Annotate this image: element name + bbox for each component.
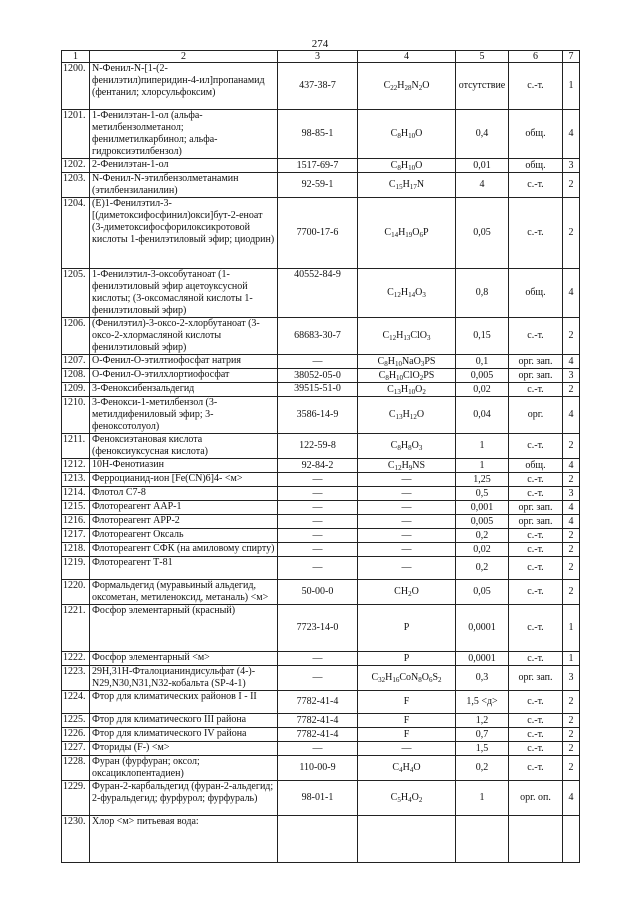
hazard-class: 4 (563, 110, 580, 159)
cas-number: — (278, 652, 358, 666)
hazard-indicator: с.-т. (509, 473, 563, 487)
hazard-class: 2 (563, 529, 580, 543)
hazard-class: 2 (563, 473, 580, 487)
table-row (62, 173, 580, 198)
table-row (62, 434, 580, 459)
chemical-formula: $C_{15}H_{17}N$ (358, 173, 456, 198)
hazard-indicator: орг. оп. (509, 781, 563, 816)
cas-number: 68683-30-7 (278, 318, 358, 355)
concentration-value: 0,2 (456, 756, 509, 781)
substance-name: Флотореагент АРР-2 (90, 515, 278, 529)
substance-name: Фториды (F-) <м> (90, 742, 278, 756)
substance-name: Ферроцианид-ион [Fe(CN)6]4- <м> (90, 473, 278, 487)
table-row (62, 473, 580, 487)
chemical-formula: $C_{32}H_{16}CoN_8O_6S_2$ (358, 666, 456, 691)
substance-name: N-Фенил-N-этилбензолметанамин (этилбензиланилин) (90, 173, 278, 198)
hazard-class: 2 (563, 434, 580, 459)
concentration-value: 0,0001 (456, 605, 509, 652)
row-number: 1209. (62, 383, 90, 397)
hazard-indicator: орг. зап. (509, 501, 563, 515)
hazard-indicator: орг. зап. (509, 355, 563, 369)
row-number: 1205. (62, 269, 90, 318)
row-number: 1215. (62, 501, 90, 515)
table-row (62, 515, 580, 529)
chemical-formula: P (358, 605, 456, 652)
concentration-value: 0,2 (456, 529, 509, 543)
hazard-indicator: орг. (509, 397, 563, 434)
hazard-class: 4 (563, 269, 580, 318)
row-number: 1216. (62, 515, 90, 529)
concentration-value: 0,001 (456, 501, 509, 515)
substance-name: 3-Фенокси-1-метилбензол (3-метилдифениловый эфир; 3-феноксотолуол) (90, 397, 278, 434)
hazard-class: 2 (563, 557, 580, 580)
cas-number: — (278, 557, 358, 580)
cas-number: 437-38-7 (278, 63, 358, 110)
substance-name: 1-Фенилэтил-3-оксобутаноат (1-фенилэтиловый эфир ацетоуксусной кислоты; (3-оксомасляной кислоты 1-фенилэтиловый эфир) (90, 269, 278, 318)
row-number: 1229. (62, 781, 90, 816)
chemical-formula: $C_4H_4O$ (358, 756, 456, 781)
table-row (62, 487, 580, 501)
table-row (62, 691, 580, 714)
chemical-formula: P (358, 652, 456, 666)
chemical-formula: F (358, 691, 456, 714)
hazard-indicator: орг. зап. (509, 666, 563, 691)
table-row (62, 816, 580, 863)
cas-number: — (278, 666, 358, 691)
table-row (62, 580, 580, 605)
hazard-class (563, 816, 580, 863)
cas-number: 92-84-2 (278, 459, 358, 473)
row-number: 1228. (62, 756, 90, 781)
cas-number: — (278, 515, 358, 529)
table-row (62, 756, 580, 781)
row-number: 1214. (62, 487, 90, 501)
substance-name: Хлор <м> питьевая вода: (90, 816, 278, 863)
table-row (62, 198, 580, 269)
hazard-indicator: общ. (509, 159, 563, 173)
chemical-formula: — (358, 487, 456, 501)
row-number: 1217. (62, 529, 90, 543)
hazard-class: 1 (563, 605, 580, 652)
cas-number: 98-85-1 (278, 110, 358, 159)
hazard-class: 4 (563, 355, 580, 369)
substance-name: Фтор для климатических районов I - II (90, 691, 278, 714)
chemical-formula: $C_{12}H_{14}O_3$ (358, 269, 456, 318)
chemical-formula: F (358, 714, 456, 728)
hazard-indicator: с.-т. (509, 529, 563, 543)
row-number: 1200. (62, 63, 90, 110)
col-header: 7 (563, 51, 580, 63)
table-row (62, 728, 580, 742)
table-row (62, 714, 580, 728)
hazard-class: 4 (563, 459, 580, 473)
hazard-indicator: общ. (509, 110, 563, 159)
hazard-class: 4 (563, 397, 580, 434)
table-row (62, 652, 580, 666)
substance-name: (E)1-Фенилэтил-3-[(диметоксифосфинил)окси]бут-2-еноат (3-диметоксифосфорилоксикротовой кислоты 1-фенилэтиловый эфир; циодрин) (90, 198, 278, 269)
substance-name: Фуран-2-карбальдегид (фуран-2-альдегид; 2-фуральдегид; фурфурол; фурфураль) (90, 781, 278, 816)
table-row (62, 459, 580, 473)
hazard-indicator: орг. зап. (509, 515, 563, 529)
chemical-formula: — (358, 473, 456, 487)
substance-name: Формальдегид (муравьиный альдегид, оксометан, метиленоксид, метаналь) <м> (90, 580, 278, 605)
substance-name: Феноксиэтановая кислота (феноксиуксусная кислота) (90, 434, 278, 459)
hazard-class: 3 (563, 666, 580, 691)
hazard-indicator: с.-т. (509, 756, 563, 781)
chemical-formula: $C_{12}H_{13}ClO_3$ (358, 318, 456, 355)
substance-name: Флотол С7-8 (90, 487, 278, 501)
cas-number: 122-59-8 (278, 434, 358, 459)
chemical-formula: — (358, 543, 456, 557)
hazard-class: 4 (563, 501, 580, 515)
concentration-value: 0,1 (456, 355, 509, 369)
table-row (62, 383, 580, 397)
hazard-indicator: с.-т. (509, 173, 563, 198)
row-number: 1213. (62, 473, 90, 487)
concentration-value: 0,8 (456, 269, 509, 318)
hazard-indicator: с.-т. (509, 605, 563, 652)
hazard-indicator: с.-т. (509, 543, 563, 557)
substance-name: Флотореагент ААР-1 (90, 501, 278, 515)
row-number: 1225. (62, 714, 90, 728)
table-row (62, 159, 580, 173)
row-number: 1219. (62, 557, 90, 580)
row-number: 1203. (62, 173, 90, 198)
hazard-indicator: с.-т. (509, 691, 563, 714)
chemical-formula: F (358, 728, 456, 742)
col-header: 6 (509, 51, 563, 63)
cas-number: — (278, 742, 358, 756)
row-number: 1227. (62, 742, 90, 756)
table-row (62, 397, 580, 434)
table-row (62, 369, 580, 383)
cas-number: 110-00-9 (278, 756, 358, 781)
chemical-formula: $C_{14}H_{19}O_6P$ (358, 198, 456, 269)
hazard-class: 2 (563, 198, 580, 269)
chemical-formula: — (358, 557, 456, 580)
concentration-value: 0,01 (456, 159, 509, 173)
hazard-class: 2 (563, 742, 580, 756)
col-header: 5 (456, 51, 509, 63)
concentration-value: 1,5 (456, 742, 509, 756)
table-row (62, 318, 580, 355)
substance-name: Флотореагент Т-81 (90, 557, 278, 580)
cas-number: — (278, 529, 358, 543)
hazard-class: 2 (563, 318, 580, 355)
hazard-class: 2 (563, 728, 580, 742)
cas-number: — (278, 487, 358, 501)
row-number: 1201. (62, 110, 90, 159)
cas-number: 7782-41-4 (278, 691, 358, 714)
hazard-class: 1 (563, 63, 580, 110)
chemical-formula: $C_8H_{10}O$ (358, 110, 456, 159)
substance-name: 1-Фенилэтан-1-ол (альфа-метилбензолметанол; фенилметилкарбинол; альфа-гидроксиэтилбензол) (90, 110, 278, 159)
concentration-value: 1,25 (456, 473, 509, 487)
concentration-value: 1,5 <д> (456, 691, 509, 714)
row-number: 1223. (62, 666, 90, 691)
substance-name: N-Фенил-N-[1-(2-фенилэтил)пиперидин-4-ил]пропанамид (фентанил; хлорсульфоксим) (90, 63, 278, 110)
cas-number (278, 816, 358, 863)
cas-number: 7723-14-0 (278, 605, 358, 652)
concentration-value: 0,02 (456, 543, 509, 557)
hazard-indicator: общ. (509, 269, 563, 318)
row-number: 1224. (62, 691, 90, 714)
cas-number: 3586-14-9 (278, 397, 358, 434)
chemical-formula: $C_5H_4O_2$ (358, 781, 456, 816)
concentration-value: 0,005 (456, 369, 509, 383)
table-row (62, 742, 580, 756)
concentration-value (456, 816, 509, 863)
concentration-value: 0,0001 (456, 652, 509, 666)
hazard-class: 2 (563, 580, 580, 605)
row-number: 1221. (62, 605, 90, 652)
substance-name: 10H-Фенотиазин (90, 459, 278, 473)
cas-number: 7782-41-4 (278, 714, 358, 728)
chemical-formula: $C_8H_{10}ClO_2PS$ (358, 369, 456, 383)
hazard-indicator: с.-т. (509, 742, 563, 756)
chemical-formula: — (358, 742, 456, 756)
concentration-value: 0,2 (456, 557, 509, 580)
hazard-class: 3 (563, 487, 580, 501)
concentration-value: 1 (456, 459, 509, 473)
hazard-class: 4 (563, 781, 580, 816)
substance-name: Фтор для климатического IV района (90, 728, 278, 742)
substance-name: Фосфор элементарный <м> (90, 652, 278, 666)
table-row (62, 666, 580, 691)
hazard-indicator: общ. (509, 459, 563, 473)
hazard-indicator: с.-т. (509, 714, 563, 728)
concentration-value: 0,005 (456, 515, 509, 529)
hazard-indicator: орг. зап. (509, 369, 563, 383)
substance-name: О-Фенил-О-этилхлортиофосфат (90, 369, 278, 383)
chemical-formula: — (358, 529, 456, 543)
row-number: 1212. (62, 459, 90, 473)
table-row (62, 63, 580, 110)
hazard-indicator: с.-т. (509, 383, 563, 397)
cas-number: 50-00-0 (278, 580, 358, 605)
cas-number: — (278, 355, 358, 369)
substance-name: Флотореагент Оксаль (90, 529, 278, 543)
hazard-indicator: с.-т. (509, 728, 563, 742)
chemical-formula: $CH_2O$ (358, 580, 456, 605)
page-number: 274 (311, 38, 329, 50)
substance-name: Фосфор элементарный (красный) (90, 605, 278, 652)
cas-number: — (278, 543, 358, 557)
chemical-formula: — (358, 501, 456, 515)
row-number: 1206. (62, 318, 90, 355)
hazard-indicator (509, 816, 563, 863)
concentration-value: 0,05 (456, 580, 509, 605)
table-row (62, 781, 580, 816)
hazard-indicator: с.-т. (509, 198, 563, 269)
hazard-class: 2 (563, 691, 580, 714)
chemical-formula: — (358, 515, 456, 529)
row-number: 1230. (62, 816, 90, 863)
row-number: 1202. (62, 159, 90, 173)
hazard-indicator: с.-т. (509, 63, 563, 110)
concentration-value: 1 (456, 434, 509, 459)
hazard-indicator: с.-т. (509, 557, 563, 580)
concentration-value: отсутствие (456, 63, 509, 110)
col-header: 4 (358, 51, 456, 63)
table-row (62, 110, 580, 159)
concentration-value: 0,7 (456, 728, 509, 742)
col-header: 3 (278, 51, 358, 63)
table-row (62, 501, 580, 515)
concentration-value: 0,04 (456, 397, 509, 434)
hazard-class: 2 (563, 543, 580, 557)
cas-number: 7782-41-4 (278, 728, 358, 742)
substance-name: Фуран (фурфуран; оксол; оксациклопентадиен) (90, 756, 278, 781)
substance-table (61, 50, 580, 863)
hazard-indicator: с.-т. (509, 652, 563, 666)
table-row (62, 355, 580, 369)
hazard-indicator: с.-т. (509, 580, 563, 605)
row-number: 1226. (62, 728, 90, 742)
cas-number: 40552-84-9 (278, 269, 358, 318)
chemical-formula: $C_8H_{10}NaO_3PS$ (358, 355, 456, 369)
chemical-formula (358, 816, 456, 863)
cas-number: 98-01-1 (278, 781, 358, 816)
substance-name: (Фенилэтил)-3-оксо-2-хлорбутаноат (3-оксо-2-хлормасляной кислоты фенилэтиловый эфир) (90, 318, 278, 355)
substance-name: О-Фенил-О-этилтиофосфат натрия (90, 355, 278, 369)
hazard-indicator: с.-т. (509, 434, 563, 459)
cas-number: — (278, 501, 358, 515)
hazard-indicator: с.-т. (509, 487, 563, 501)
cas-number: — (278, 473, 358, 487)
hazard-class: 2 (563, 756, 580, 781)
row-number: 1210. (62, 397, 90, 434)
hazard-class: 2 (563, 383, 580, 397)
row-number: 1208. (62, 369, 90, 383)
chemical-formula: $C_8H_{10}O$ (358, 159, 456, 173)
table-row (62, 543, 580, 557)
hazard-indicator: с.-т. (509, 318, 563, 355)
table-row (62, 529, 580, 543)
cas-number: 92-59-1 (278, 173, 358, 198)
chemical-formula: $C_{13}H_{12}O$ (358, 397, 456, 434)
concentration-value: 0,05 (456, 198, 509, 269)
concentration-value: 0,5 (456, 487, 509, 501)
hazard-class: 2 (563, 173, 580, 198)
cas-number: 1517-69-7 (278, 159, 358, 173)
hazard-class: 1 (563, 652, 580, 666)
substance-name: 29H,31H-Фталоцианиндисульфат (4-)-N29,N30,N31,N32-кобальта (SP-4-1) (90, 666, 278, 691)
concentration-value: 1,2 (456, 714, 509, 728)
table-row (62, 269, 580, 318)
table-row (62, 605, 580, 652)
concentration-value: 0,4 (456, 110, 509, 159)
hazard-class: 4 (563, 515, 580, 529)
chemical-formula: $C_{12}H_9NS$ (358, 459, 456, 473)
concentration-value: 0,15 (456, 318, 509, 355)
cas-number: 39515-51-0 (278, 383, 358, 397)
substance-name: Флотореагент СФК (на амиловому спирту) (90, 543, 278, 557)
row-number: 1211. (62, 434, 90, 459)
concentration-value: 1 (456, 781, 509, 816)
col-header: 2 (90, 51, 278, 63)
chemical-formula: $C_{22}H_{28}N_2O$ (358, 63, 456, 110)
row-number: 1207. (62, 355, 90, 369)
table-row (62, 557, 580, 580)
concentration-value: 0,02 (456, 383, 509, 397)
concentration-value: 4 (456, 173, 509, 198)
substance-name: 3-Феноксибензальдегид (90, 383, 278, 397)
concentration-value: 0,3 (456, 666, 509, 691)
hazard-class: 3 (563, 159, 580, 173)
col-header: 1 (62, 51, 90, 63)
chemical-formula: $C_8H_8O_3$ (358, 434, 456, 459)
cas-number: 38052-05-0 (278, 369, 358, 383)
cas-number: 7700-17-6 (278, 198, 358, 269)
chemical-formula: $C_{13}H_{10}O_2$ (358, 383, 456, 397)
header-row (62, 51, 580, 63)
hazard-class: 3 (563, 369, 580, 383)
row-number: 1222. (62, 652, 90, 666)
row-number: 1204. (62, 198, 90, 269)
row-number: 1218. (62, 543, 90, 557)
row-number: 1220. (62, 580, 90, 605)
substance-name: Фтор для климатического III района (90, 714, 278, 728)
hazard-class: 2 (563, 714, 580, 728)
substance-name: 2-Фенилэтан-1-ол (90, 159, 278, 173)
